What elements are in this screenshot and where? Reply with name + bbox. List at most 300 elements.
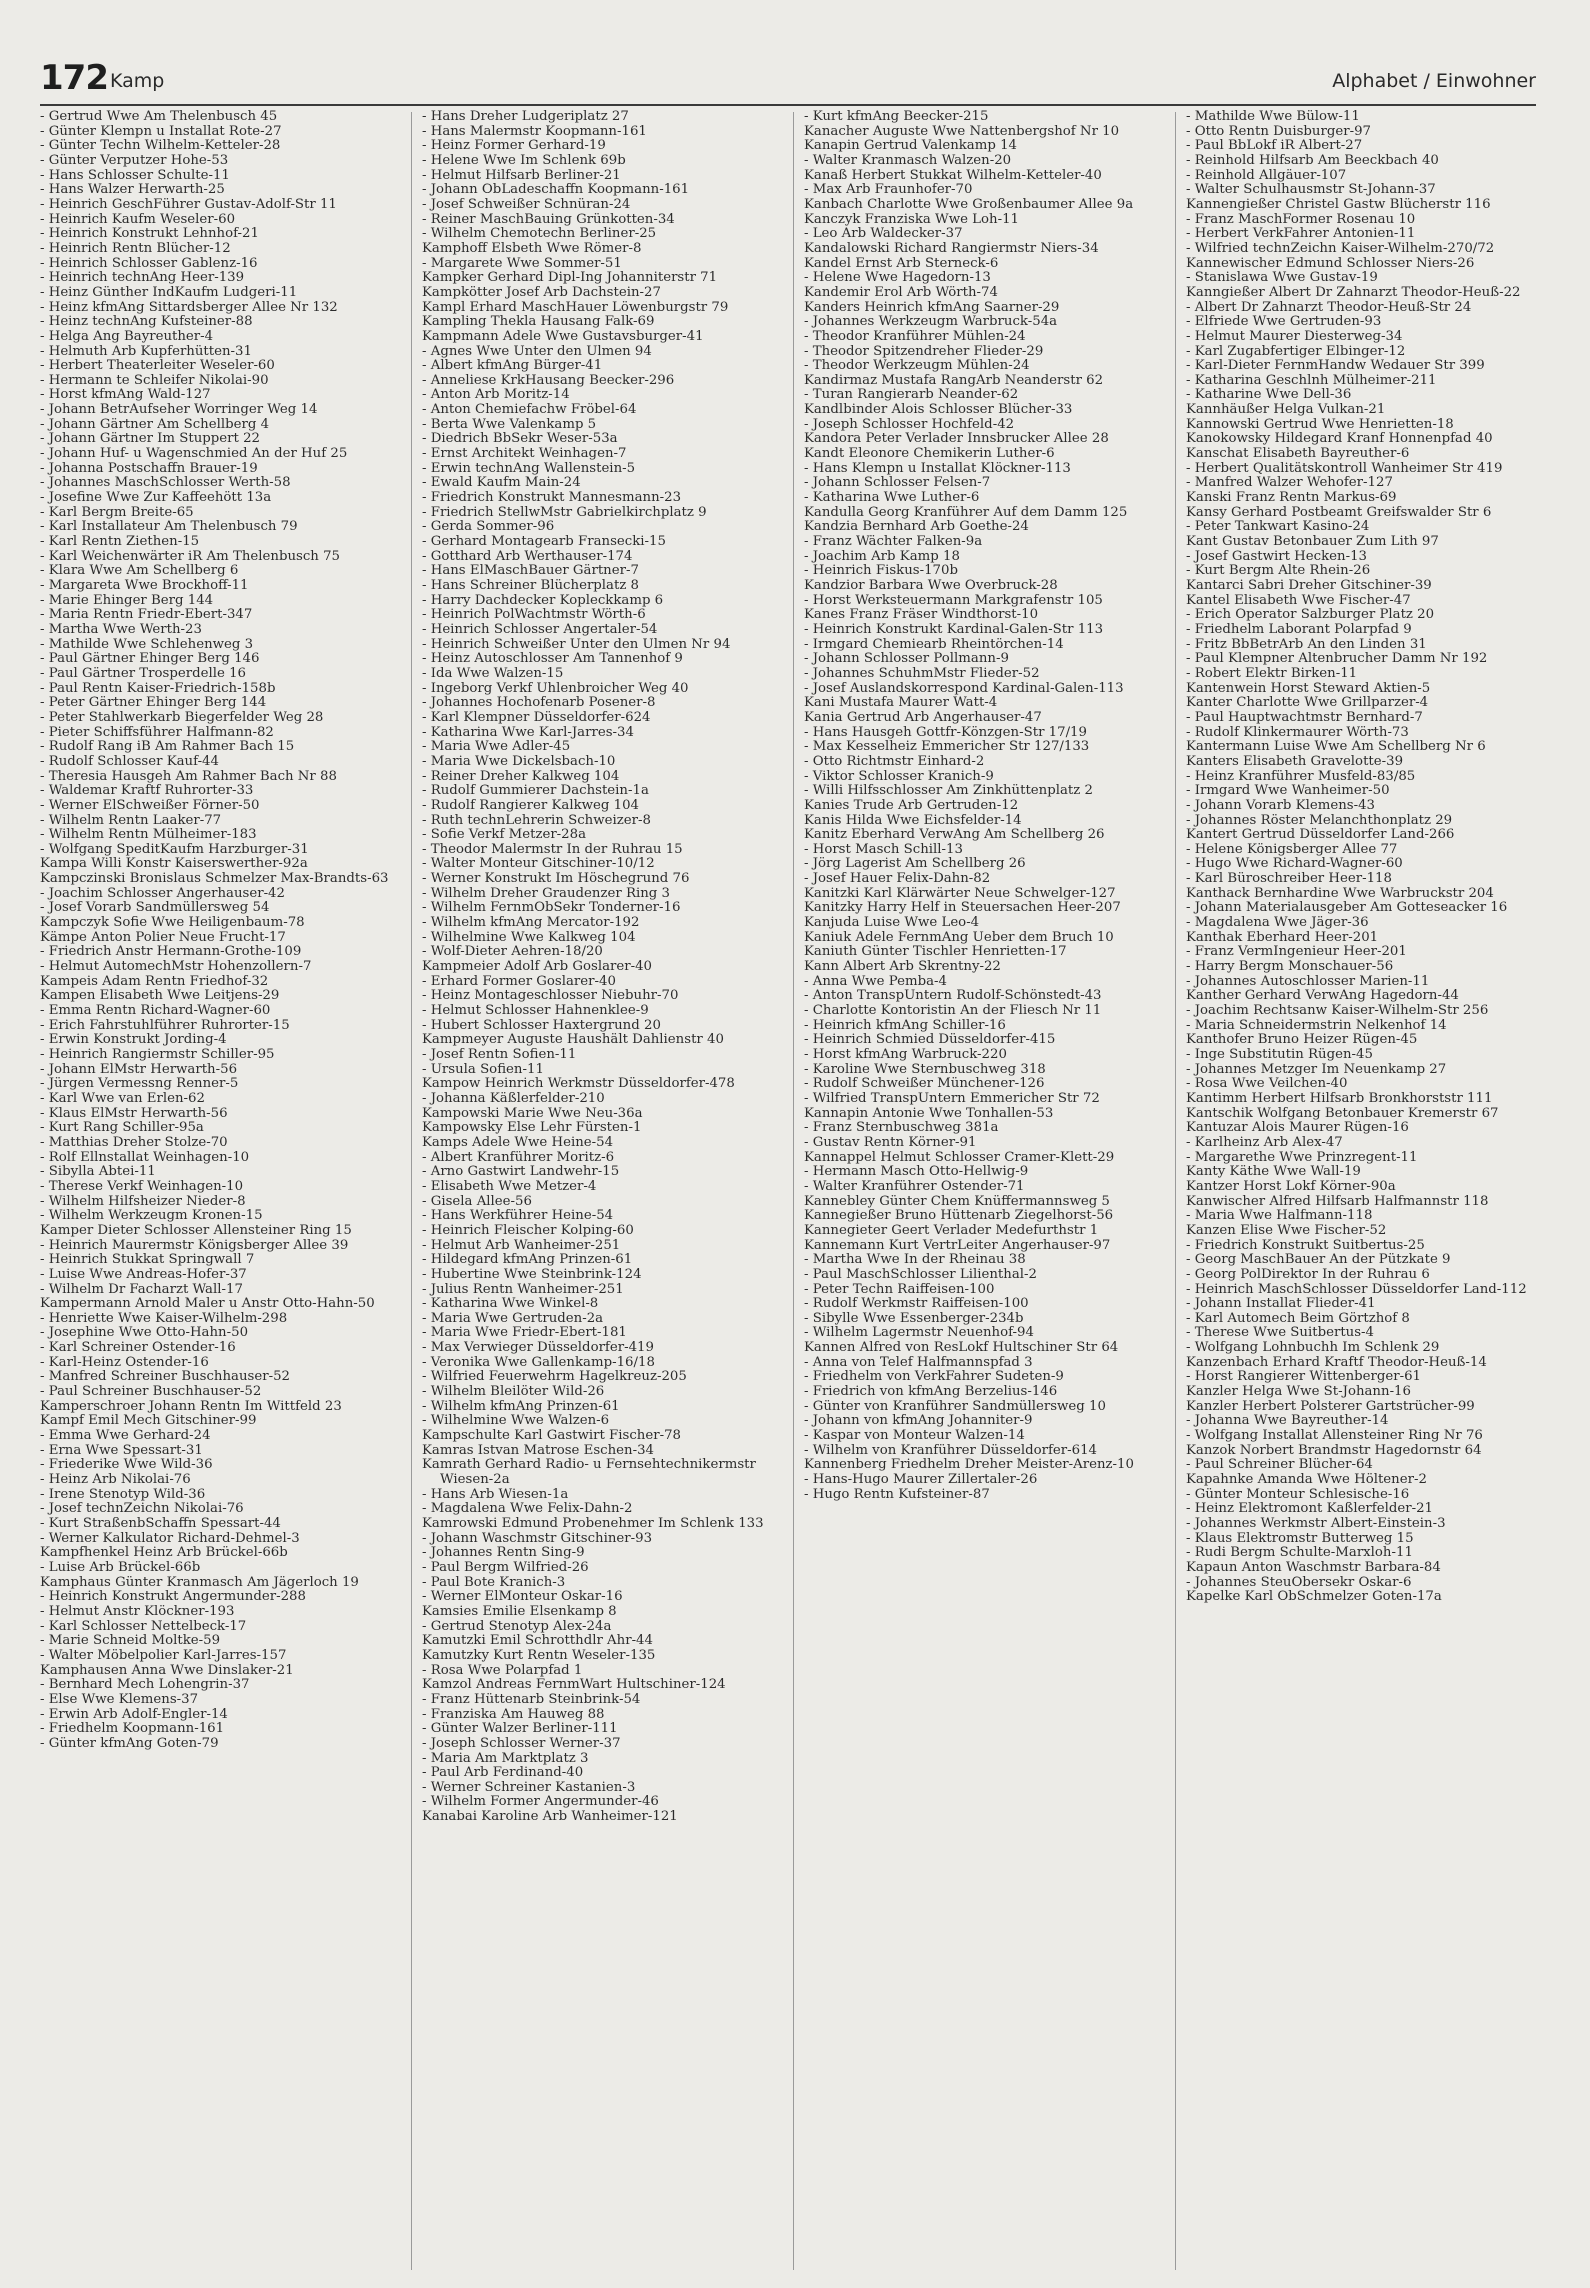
directory-entry: - Stanislawa Wwe Gustav-19 (1186, 270, 1378, 286)
directory-entry: - Mathilde Wwe Bülow-11 (1186, 110, 1360, 124)
directory-entry: Kanis Hilda Wwe Eichsfelder-14 (804, 812, 1022, 828)
directory-entry: - Magdalena Wwe Jäger-36 (1186, 915, 1369, 931)
directory-entry: - Anna Wwe Pemba-4 (804, 973, 947, 989)
directory-entry: Kanwischer Alfred Hilfsarb Halfmannstr 118 (1186, 1193, 1489, 1209)
directory-entry: - Johannes Werkzeugm Warbruck-54a (804, 314, 1058, 330)
directory-entry: - Katharine Wwe Dell-36 (1186, 387, 1352, 403)
directory-entry: - Katharina Wwe Winkel-8 (422, 1296, 599, 1312)
directory-entry: - Erich Fahrstuhlführer Ruhrorter-15 (40, 1017, 290, 1033)
directory-entry: Kampeis Adam Rentn Friedhof-32 (40, 973, 269, 989)
directory-entry: - Walter Kranführer Ostender-71 (804, 1178, 1025, 1194)
directory-entry: Kanthak Eberhard Heer-201 (1186, 929, 1379, 945)
directory-entry: Kantermann Luise Wwe Am Schellberg Nr 6 (1186, 739, 1486, 755)
directory-entry: - Therese Verkf Weinhagen-10 (40, 1178, 244, 1194)
directory-entry: - Hans Malermstr Koopmann-161 (422, 123, 647, 139)
directory-entry: - Heinz Montageschlosser Niebuhr-70 (422, 988, 679, 1004)
directory-entry: - Werner ElMonteur Oskar-16 (422, 1589, 623, 1605)
directory-entry: - Gustav Rentn Körner-91 (804, 1134, 977, 1150)
directory-entry: - Wilhelm kfmAng Mercator-192 (422, 915, 640, 931)
directory-entry: Kannowski Gertrud Wwe Henrietten-18 (1186, 416, 1454, 432)
directory-entry: Kannen Alfred von ResLokf Hultschiner Str 64 (804, 1340, 1119, 1356)
directory-entry: - Günter Walzer Berliner-111 (422, 1721, 618, 1737)
directory-entry: Kanapin Gertrud Valenkamp 14 (804, 138, 1018, 154)
directory-entry: Kanzok Norbert Brandmstr Hagedornstr 64 (1186, 1442, 1482, 1458)
directory-entry: - Helene Wwe Hagedorn-13 (804, 270, 991, 286)
directory-entry: - Paul Hauptwachtmstr Bernhard-7 (1186, 709, 1423, 725)
directory-entry: - Wilfried TranspUntern Emmericher Str 72 (804, 1090, 1100, 1106)
directory-entry: - Friederike Wwe Wild-36 (40, 1457, 213, 1473)
directory-entry: Kamrath Gerhard Radio- u Fernsehtechnikermstr Wiesen-2a (422, 1457, 756, 1488)
directory-entry: - Franz VermIngenieur Heer-201 (1186, 944, 1407, 960)
directory-entry: Kandlbinder Alois Schlosser Blücher-33 (804, 402, 1073, 418)
directory-entry: - Katharina Wwe Luther-6 (804, 490, 980, 506)
directory-entry: - Gerhard Montagearb Fransecki-15 (422, 534, 666, 550)
directory-entry: Kampkötter Josef Arb Dachstein-27 (422, 284, 661, 300)
directory-entry: Kannenberg Friedhelm Dreher Meister-Arenz-10 (804, 1457, 1134, 1473)
directory-entry: - Charlotte Kontoristin An der Fliesch Nr 11 (804, 1003, 1102, 1019)
directory-entry: - Anneliese KrkHausang Beecker-296 (422, 372, 675, 388)
directory-entry: - Friedrich von kfmAng Berzelius-146 (804, 1384, 1058, 1400)
directory-entry: - Leo Arb Waldecker-37 (804, 226, 963, 242)
directory-entry: - Heinrich PolWachtmstr Wörth-6 (422, 607, 646, 623)
directory-entry: - Günter Verputzer Hohe-53 (40, 152, 229, 168)
directory-entry: - Elfriede Wwe Gertruden-93 (1186, 314, 1382, 330)
directory-entry: - Rudi Bergm Schulte-Marxloh-11 (1186, 1545, 1413, 1561)
directory-entry: Kandora Peter Verlader Innsbrucker Allee 28 (804, 431, 1109, 447)
directory-entry: - Maria Rentn Friedr-Ebert-347 (40, 607, 253, 623)
directory-entry: - Heinz technAng Kufsteiner-88 (40, 314, 253, 330)
directory-entry: - Julius Rentn Wanheimer-251 (422, 1281, 624, 1297)
directory-entry: - Josef Auslandskorrespond Kardinal-Galen-113 (804, 680, 1124, 696)
directory-entry: - Kaspar von Monteur Walzen-14 (804, 1428, 1025, 1444)
directory-entry: Kannengießer Christel Gastw Blücherstr 116 (1186, 196, 1491, 212)
directory-entry: - Heinrich Schweißer Unter den Ulmen Nr 94 (422, 636, 731, 652)
directory-entry: - Diedrich BbSekr Weser-53a (422, 431, 618, 447)
directory-entry: - Heinrich kfmAng Schiller-16 (804, 1017, 1006, 1033)
directory-entry: - Else Wwe Klemens-37 (40, 1691, 199, 1707)
directory-entry: - Ingeborg Verkf Uhlenbroicher Weg 40 (422, 680, 689, 696)
directory-entry: - Johann Schlosser Pollmann-9 (804, 651, 1009, 667)
directory-entry: - Irmgard Wwe Wanheimer-50 (1186, 783, 1390, 799)
directory-entry: - Hans Schreiner Blücherplatz 8 (422, 578, 640, 593)
directory-entry: - Gertrud Wwe Am Thelenbusch 45 (40, 110, 278, 124)
directory-entry: Kantzer Horst Lokf Körner-90a (1186, 1178, 1396, 1194)
directory-entry: - Johann Huf- u Wagenschmied An der Huf 25 (40, 446, 348, 462)
directory-entry: - Luise Arb Brückel-66b (40, 1559, 201, 1575)
section-title: Alphabet / Einwohner (1332, 70, 1536, 92)
directory-entry: - Horst kfmAng Wald-127 (40, 387, 211, 403)
directory-entry: - Karl-Dieter FernmHandw Wedauer Str 399 (1186, 358, 1485, 374)
column-divider (411, 112, 412, 2270)
directory-entry: - Heinrich Rangiermstr Schiller-95 (40, 1047, 275, 1062)
directory-entry: - Rudolf Rangierer Kalkweg 104 (422, 797, 640, 813)
directory-entry: - Johann Installat Flieder-41 (1186, 1296, 1376, 1312)
directory-entry: - Luise Wwe Andreas-Hofer-37 (40, 1266, 247, 1282)
directory-entry: Kanzler Herbert Polsterer Gartstrücher-99 (1186, 1398, 1475, 1414)
directory-entry: - Henriette Wwe Kaiser-Wilhelm-298 (40, 1310, 288, 1326)
directory-entry: - Peter Tankwart Kasino-24 (1186, 519, 1370, 535)
directory-entry: - Wilhelm Rentn Laaker-77 (40, 812, 222, 828)
directory-entry: - Franz Wächter Falken-9a (804, 534, 983, 550)
directory-entry: - Johannes MaschSchlosser Werth-58 (40, 475, 291, 491)
directory-entry: - Hugo Wwe Richard-Wagner-60 (1186, 856, 1403, 872)
directory-entry: - Josef Schweißer Schnüran-24 (422, 196, 631, 212)
directory-entry: - Horst Masch Schill-13 (804, 841, 963, 857)
directory-entry: Kannegieter Geert Verlader Medefurthstr 1 (804, 1222, 1099, 1238)
directory-entry: Kansy Gerhard Postbeamt Greifswalder Str 6 (1186, 504, 1492, 520)
directory-entry: - Turan Rangierarb Neander-62 (804, 387, 1019, 403)
directory-entry: - Maria Wwe Dickelsbach-10 (422, 753, 616, 769)
directory-entry: Kamperschroer Johann Rentn Im Wittfeld 23 (40, 1398, 342, 1414)
directory-entry: - Karl Schreiner Ostender-16 (40, 1340, 236, 1356)
directory-entry: - Theresia Hausgeh Am Rahmer Bach Nr 88 (40, 768, 337, 784)
page-number: 172 (40, 58, 108, 98)
directory-entry: - Helmut Hilfsarb Berliner-21 (422, 167, 621, 183)
directory-entry: - Wolf-Dieter Aehren-18/20 (422, 944, 603, 960)
directory-entry: - Heinz Kranführer Musfeld-83/85 (1186, 768, 1416, 784)
directory-entry: Kannegießer Bruno Hüttenarb Ziegelhorst-56 (804, 1208, 1114, 1224)
directory-entry: - Wilhelm Hilfsheizer Nieder-8 (40, 1193, 246, 1209)
directory-entry: Kapaun Anton Waschmstr Barbara-84 (1186, 1559, 1441, 1575)
directory-entry: Kanczyk Franziska Wwe Loh-11 (804, 211, 1019, 227)
directory-entry: - Werner Kalkulator Richard-Dehmel-3 (40, 1530, 300, 1546)
directory-entry: Kandel Ernst Arb Sterneck-6 (804, 255, 999, 271)
directory-entry: Kandt Eleonore Chemikerin Luther-6 (804, 446, 1055, 462)
directory-entry: - Maria Wwe Gertruden-2a (422, 1310, 604, 1326)
directory-entry: - Wilhelm Chemotechn Berliner-25 (422, 226, 657, 242)
directory-entry: - Klara Wwe Am Schellberg 6 (40, 563, 239, 579)
directory-entry: - Heinz Günther IndKaufm Ludgeri-11 (40, 284, 298, 300)
directory-entry: Kanters Elisabeth Gravelotte-39 (1186, 753, 1404, 769)
directory-entry: - Gertrud Stenotyp Alex-24a (422, 1618, 612, 1634)
directory-entry: Kamrowski Edmund Probenehmer Im Schlenk 133 (422, 1516, 764, 1531)
directory-entry: Kamphaus Günter Kranmasch Am Jägerloch 19 (40, 1574, 359, 1590)
directory-entry: - Kurt Rang Schiller-95a (40, 1120, 204, 1136)
directory-entry: - Wolfgang SpeditKaufm Harzburger-31 (40, 841, 309, 857)
directory-entry: - Friedrich Anstr Hermann-Grothe-109 (40, 944, 302, 960)
directory-entry: - Margarete Wwe Sommer-51 (422, 255, 622, 271)
directory-entry: Kanabai Karoline Arb Wanheimer-121 (422, 1809, 678, 1825)
directory-entry: Kampmeyer Auguste Haushält Dahlienstr 40 (422, 1032, 724, 1048)
directory-entry: - Helmut Arb Wanheimer-251 (422, 1237, 621, 1253)
directory-entry: Kanies Trude Arb Gertruden-12 (804, 797, 1019, 813)
directory-entry: - Hildegard kfmAng Prinzen-61 (422, 1252, 633, 1268)
directory-entry: - Johann ObLadeschaffn Koopmann-161 (422, 182, 690, 198)
directory-entry: - Wilhelm kfmAng Prinzen-61 (422, 1398, 620, 1414)
column-divider (793, 112, 794, 2270)
directory-entry: - Peter Stahlwerkarb Biegerfelder Weg 28 (40, 709, 324, 725)
directory-entry: - Horst kfmAng Warbruck-220 (804, 1047, 1007, 1062)
directory-entry: - Karl Zugabfertiger Elbinger-12 (1186, 343, 1406, 359)
directory-entry: - Walter Monteur Gitschiner-10/12 (422, 856, 655, 872)
directory-entry: - Heinz Former Gerhard-19 (422, 138, 606, 154)
directory-entry: - Wilfried Feuerwehrm Hagelkreuz-205 (422, 1369, 687, 1385)
directory-entry: Kanthack Bernhardine Wwe Warbruckstr 204 (1186, 885, 1494, 901)
directory-entry: - Helmut Anstr Klöckner-193 (40, 1603, 235, 1619)
directory-entry: - Karl Klempner Düsseldorfer-624 (422, 709, 651, 725)
directory-entry: - Irene Stenotyp Wild-36 (40, 1486, 206, 1502)
directory-entry: - Paul MaschSchlosser Lilienthal-2 (804, 1266, 1037, 1282)
directory-entry: - Klaus ElMstr Herwarth-56 (40, 1105, 228, 1121)
directory-entry: - Viktor Schlosser Kranich-9 (804, 768, 994, 784)
directory-entry: Kannappel Helmut Schlosser Cramer-Klett-29 (804, 1149, 1115, 1165)
directory-entry: - Heinrich GeschFührer Gustav-Adolf-Str 11 (40, 196, 337, 212)
directory-entry: - Ewald Kaufm Main-24 (422, 475, 581, 491)
directory-entry: - Franz Hüttenarb Steinbrink-54 (422, 1691, 641, 1707)
directory-entry: - Johanna Wwe Bayreuther-14 (1186, 1413, 1389, 1429)
directory-entry: Kamras Istvan Matrose Eschen-34 (422, 1442, 655, 1458)
directory-entry: - Erich Operator Salzburger Platz 20 (1186, 607, 1435, 623)
directory-entry: - Theodor Spitzendreher Flieder-29 (804, 343, 1044, 359)
directory-entry: - Helmut Schlosser Hahnenklee-9 (422, 1003, 649, 1019)
directory-entry: Kämpe Anton Polier Neue Frucht-17 (40, 929, 286, 945)
directory-entry: Kampowsky Else Lehr Fürsten-1 (422, 1120, 642, 1136)
directory-entry: Kantel Elisabeth Wwe Fischer-47 (1186, 592, 1411, 608)
directory-entry: - Margareta Wwe Brockhoff-11 (40, 578, 249, 593)
directory-entry: - Herbert VerkFahrer Antonien-11 (1186, 226, 1416, 242)
directory-entry: - Franz MaschFormer Rosenau 10 (1186, 211, 1416, 227)
directory-entry: - Erna Wwe Spessart-31 (40, 1442, 203, 1458)
directory-entry: - Josef Vorarb Sandmüllersweg 54 (40, 900, 270, 916)
directory-entry: - Peter Gärtner Ehinger Berg 144 (40, 695, 267, 711)
directory-entry: - Walter Möbelpolier Karl-Jarres-157 (40, 1647, 287, 1663)
directory-entry: - Friedhelm von VerkFahrer Sudeten-9 (804, 1369, 1064, 1385)
directory-entry: Kampmeier Adolf Arb Goslarer-40 (422, 959, 653, 975)
directory-entry: Kamutzki Emil Schrotthdlr Ahr-44 (422, 1633, 653, 1649)
directory-entry: - Pieter Schiffsführer Halfmann-82 (40, 724, 274, 740)
directory-entry: Kanjuda Luise Wwe Leo-4 (804, 915, 980, 931)
directory-entry: - Ida Wwe Walzen-15 (422, 665, 564, 681)
directory-entry: - Reiner MaschBauing Grünkotten-34 (422, 211, 675, 227)
directory-entry: - Heinrich Schlosser Gablenz-16 (40, 255, 258, 271)
directory-entry: - Wolfgang Installat Allensteiner Ring Nr 76 (1186, 1428, 1483, 1444)
directory-entry: Kannewischer Edmund Schlosser Niers-26 (1186, 255, 1475, 271)
directory-entry: Kamps Adele Wwe Heine-54 (422, 1134, 614, 1150)
directory-entry: - Berta Wwe Valenkamp 5 (422, 416, 597, 432)
directory-entry: - Herbert Qualitätskontroll Wanheimer Str 419 (1186, 460, 1503, 476)
directory-entry: Kamper Dieter Schlosser Allensteiner Ring 15 (40, 1222, 352, 1238)
directory-entry: Kaniuth Günter Tischler Henrietten-17 (804, 944, 1067, 960)
directory-entry: Kampczyk Sofie Wwe Heiligenbaum-78 (40, 915, 305, 931)
directory-entry: Kamzol Andreas FernmWart Hultschiner-124 (422, 1677, 726, 1693)
directory-entry: - Veronika Wwe Gallenkamp-16/18 (422, 1354, 655, 1370)
directory-entry: - Heinrich Konstrukt Angermunder-288 (40, 1589, 306, 1605)
directory-entry: Kanthofer Bruno Heizer Rügen-45 (1186, 1032, 1418, 1048)
directory-entry: - Hans Dreher Ludgeriplatz 27 (422, 110, 629, 124)
directory-entry: - Rosa Wwe Polarpfad 1 (422, 1662, 583, 1678)
directory-entry: - Johannes SteuObersekr Oskar-6 (1186, 1574, 1412, 1590)
directory-entry: - Johannes SchuhmMstr Flieder-52 (804, 665, 1040, 681)
directory-entry: - Heinrich Fleischer Kolping-60 (422, 1222, 634, 1238)
directory-entry: Kanitzki Karl Klärwärter Neue Schwelger-127 (804, 885, 1116, 901)
directory-entry: - Johann BetrAufseher Worringer Weg 14 (40, 402, 318, 418)
directory-entry: - Georg PolDirektor In der Ruhrau 6 (1186, 1266, 1430, 1282)
directory-entry: Kampermann Arnold Maler u Anstr Otto-Hahn-50 (40, 1296, 375, 1312)
directory-entry: - Martha Wwe Werth-23 (40, 621, 202, 637)
directory-entry: Kanngießer Albert Dr Zahnarzt Theodor-Heuß-22 (1186, 284, 1521, 300)
directory-entry: - Willi Hilfsschlosser Am Zinkhüttenplatz 2 (804, 783, 1093, 799)
directory-column-2 (422, 110, 782, 2270)
directory-entry: - Maria Wwe Adler-45 (422, 739, 571, 755)
directory-entry: - Paul BbLokf iR Albert-27 (1186, 138, 1363, 154)
directory-entry: - Wolfgang Lohnbuchh Im Schlenk 29 (1186, 1340, 1440, 1356)
directory-entry: - Klaus Elektromstr Butterweg 15 (1186, 1530, 1414, 1546)
directory-entry: - Hubert Schlosser Haxtergrund 20 (422, 1017, 661, 1033)
directory-entry: - Emma Rentn Richard-Wagner-60 (40, 1003, 271, 1019)
directory-entry: - Rolf Ellnstallat Weinhagen-10 (40, 1149, 250, 1165)
directory-entry: - Maria Am Marktplatz 3 (422, 1750, 589, 1766)
directory-entry: - Paul Bote Kranich-3 (422, 1574, 566, 1590)
directory-entry: - Manfred Walzer Wehofer-127 (1186, 475, 1393, 491)
directory-entry: - Friedrich StellwMstr Gabrielkirchplatz 9 (422, 504, 707, 520)
directory-entry: - Harry Dachdecker Kopleckkamp 6 (422, 592, 664, 608)
directory-entry: - Paul Rentn Kaiser-Friedrich-158b (40, 680, 276, 696)
directory-entry: - Johann Vorarb Klemens-43 (1186, 797, 1375, 813)
directory-entry: Kandzior Barbara Wwe Overbruck-28 (804, 578, 1058, 593)
directory-entry: - Heinrich technAng Heer-139 (40, 270, 245, 286)
directory-entry: Kampfhenkel Heinz Arb Brückel-66b (40, 1545, 288, 1561)
directory-entry: Kantimm Herbert Hilfsarb Bronkhorststr 111 (1186, 1090, 1493, 1106)
directory-entry: Kannhäußer Helga Vulkan-21 (1186, 402, 1386, 418)
directory-entry: Kania Gertrud Arb Angerhauser-47 (804, 709, 1042, 725)
directory-entry: Kannemann Kurt VertrLeiter Angerhauser-97 (804, 1237, 1111, 1253)
directory-entry: - Wilhelm Lagermstr Neuenhof-94 (804, 1325, 1034, 1341)
directory-entry: - Mathilde Wwe Schlehenweg 3 (40, 636, 254, 652)
header-rule (40, 104, 1536, 106)
directory-entry: - Rudolf Schweißer Münchener-126 (804, 1076, 1045, 1092)
directory-entry: - Maria Schneidermstrin Nelkenhof 14 (1186, 1017, 1447, 1033)
directory-entry: - Paul Gärtner Trosperdelle 16 (40, 665, 246, 681)
directory-entry: Kanter Charlotte Wwe Grillparzer-4 (1186, 695, 1429, 711)
directory-entry: Kann Albert Arb Skrentny-22 (804, 959, 1001, 975)
directory-entry: - Karlheinz Arb Alex-47 (1186, 1134, 1343, 1150)
directory-entry: - Hans Klempn u Installat Klöckner-113 (804, 460, 1071, 476)
directory-entry: - Heinrich Schlosser Angertaler-54 (422, 621, 658, 637)
directory-entry: - Helga Ang Bayreuther-4 (40, 328, 214, 344)
directory-entry: - Josef technZeichn Nikolai-76 (40, 1501, 244, 1517)
directory-entry: - Gisela Allee-56 (422, 1193, 532, 1209)
directory-entry: - Maria Wwe Halfmann-118 (1186, 1208, 1373, 1224)
directory-entry: - Anton Arb Moritz-14 (422, 387, 570, 403)
directory-entry: - Hans Hausgeh Gottfr-Könzgen-Str 17/19 (804, 724, 1087, 740)
directory-entry: - Heinz kfmAng Sittardsberger Allee Nr 132 (40, 299, 338, 315)
directory-entry: - Emma Wwe Gerhard-24 (40, 1428, 211, 1444)
directory-entry: Kant Gustav Betonbauer Zum Lith 97 (1186, 534, 1439, 550)
directory-entry: - Johann Gärtner Im Stuppert 22 (40, 431, 261, 447)
directory-entry: - Wilfried technZeichn Kaiser-Wilhelm-270/72 (1186, 240, 1495, 256)
directory-entry: - Katharina Wwe Karl-Jarres-34 (422, 724, 634, 740)
directory-entry: - Margarethe Wwe Prinzregent-11 (1186, 1149, 1418, 1165)
directory-entry: - Helene Königsberger Allee 77 (1186, 841, 1398, 857)
directory-entry: - Anton Chemiefachw Fröbel-64 (422, 402, 637, 418)
directory-entry: - Hans Schlosser Schulte-11 (40, 167, 230, 183)
directory-entry: - Harry Bergm Monschauer-56 (1186, 959, 1394, 975)
directory-entry: - Joseph Schlosser Werner-37 (422, 1735, 621, 1751)
directory-entry: - Max Arb Fraunhofer-70 (804, 182, 973, 198)
directory-entry: Kanokowsky Hildegard Kranf Honnenpfad 40 (1186, 431, 1493, 447)
directory-entry: - Martha Wwe In der Rheinau 38 (804, 1252, 1026, 1268)
directory-entry: - Johannes Hochofenarb Posener-8 (422, 695, 656, 711)
directory-entry: - Kurt Bergm Alte Rhein-26 (1186, 563, 1371, 579)
directory-entry: Kanzen Elise Wwe Fischer-52 (1186, 1222, 1387, 1238)
directory-column-1 (40, 110, 400, 2270)
directory-entry: - Herbert Theaterleiter Weseler-60 (40, 358, 275, 374)
directory-entry: - Wilhelm Rentn Mülheimer-183 (40, 827, 257, 843)
directory-entry: - Karl Schlosser Nettelbeck-17 (40, 1618, 247, 1634)
directory-entry: - Erwin technAng Wallenstein-5 (422, 460, 636, 476)
directory-entry: Kandzia Bernhard Arb Goethe-24 (804, 519, 1029, 535)
directory-entry: - Heinz Elektromont Kaßlerfelder-21 (1186, 1501, 1433, 1517)
directory-entry: Kanschat Elisabeth Bayreuther-6 (1186, 446, 1410, 462)
directory-entry: - Albert Kranführer Moritz-6 (422, 1149, 615, 1165)
directory-entry: Kamsies Emilie Elsenkamp 8 (422, 1603, 617, 1619)
directory-entry: Kapahnke Amanda Wwe Höltener-2 (1186, 1472, 1427, 1488)
directory-entry: - Joachim Schlosser Angerhauser-42 (40, 885, 285, 901)
directory-entry: - Gotthard Arb Werthauser-174 (422, 548, 633, 564)
directory-entry: - Johannes Autoschlosser Marien-11 (1186, 973, 1430, 989)
directory-entry: - Heinrich Fiskus-170b (804, 563, 958, 579)
directory-entry: - Albert kfmAng Bürger-41 (422, 358, 603, 374)
directory-entry: Kandulla Georg Kranführer Auf dem Damm 125 (804, 504, 1128, 520)
directory-entry: - Werner ElSchweißer Förner-50 (40, 797, 260, 813)
directory-entry: - Georg MaschBauer An der Pützkate 9 (1186, 1252, 1451, 1268)
directory-entry: Kanther Gerhard VerwAng Hagedorn-44 (1186, 988, 1459, 1004)
directory-entry: Kampker Gerhard Dipl-Ing Johanniterstr 71 (422, 270, 718, 286)
directory-entry: - Hermann te Schleifer Nikolai-90 (40, 372, 269, 388)
directory-entry: - Paul Schreiner Blücher-64 (1186, 1457, 1373, 1473)
directory-entry: Kampow Heinrich Werkmstr Düsseldorfer-478 (422, 1076, 735, 1092)
directory-entry: - Johann Waschmstr Gitschiner-93 (422, 1530, 653, 1546)
directory-entry: - Rudolf Werkmstr Raiffeisen-100 (804, 1296, 1029, 1312)
directory-entry: - Marie Schneid Moltke-59 (40, 1633, 221, 1649)
directory-entry: Kannapin Antonie Wwe Tonhallen-53 (804, 1105, 1054, 1121)
directory-entry: - Jürgen Vermessng Renner-5 (40, 1076, 239, 1092)
directory-entry: - Waldemar Kraftf Ruhrorter-33 (40, 783, 254, 799)
directory-entry: Kanes Franz Fräser Windthorst-10 (804, 607, 1039, 623)
directory-entry: - Rudolf Rang iB Am Rahmer Bach 15 (40, 739, 295, 755)
directory-entry: Kampf Emil Mech Gitschiner-99 (40, 1413, 257, 1429)
directory-entry: - Friedhelm Laborant Polarpfad 9 (1186, 621, 1412, 637)
directory-entry: - Günter kfmAng Goten-79 (40, 1735, 219, 1751)
directory-entry: - Friedrich Konstrukt Mannesmann-23 (422, 490, 682, 506)
directory-entry: - Karl Büroschreiber Heer-118 (1186, 871, 1392, 887)
directory-entry: Kampling Thekla Hausang Falk-69 (422, 314, 655, 330)
directory-entry: - Karl Wwe van Erlen-62 (40, 1090, 205, 1106)
directory-entry: - Hans Arb Wiesen-1a (422, 1486, 569, 1502)
directory-entry: - Karoline Wwe Sternbuschweg 318 (804, 1061, 1046, 1077)
directory-entry: - Manfred Schreiner Buschhauser-52 (40, 1369, 291, 1385)
directory-entry: - Friedhelm Koopmann-161 (40, 1721, 225, 1737)
directory-entry: - Katharina Geschlnh Mülheimer-211 (1186, 372, 1437, 388)
directory-entry: - Reinhold Allgäuer-107 (1186, 167, 1347, 183)
directory-entry: - Josef Gastwirt Hecken-13 (1186, 548, 1367, 564)
directory-entry: - Maria Wwe Friedr-Ebert-181 (422, 1325, 627, 1341)
directory-entry: - Heinrich MaschSchlosser Düsseldorfer Land-112 (1186, 1281, 1527, 1297)
directory-entry: - Johanna Postschaffn Brauer-19 (40, 460, 258, 476)
directory-entry: - Wilhelm Bleilöter Wild-26 (422, 1384, 605, 1400)
directory-entry: - Irmgard Chemiearb Rheintörchen-14 (804, 636, 1064, 652)
directory-entry: - Matthias Dreher Stolze-70 (40, 1134, 228, 1150)
directory-entry: - Helene Wwe Im Schlenk 69b (422, 152, 626, 168)
directory-entry: - Heinrich Konstrukt Lehnhof-21 (40, 226, 259, 242)
directory-entry: - Paul Arb Ferdinand-40 (422, 1765, 584, 1781)
directory-entry: - Friedrich Konstrukt Suitbertus-25 (1186, 1237, 1425, 1253)
directory-entry: Kanitzky Harry Helf in Steuersachen Heer-207 (804, 900, 1121, 916)
directory-entry: - Inge Substitutin Rügen-45 (1186, 1047, 1373, 1062)
directory-entry: - Kurt kfmAng Beecker-215 (804, 110, 989, 124)
directory-entry: Kantenwein Horst Steward Aktien-5 (1186, 680, 1431, 696)
directory-entry: - Heinrich Kaufm Weseler-60 (40, 211, 236, 227)
